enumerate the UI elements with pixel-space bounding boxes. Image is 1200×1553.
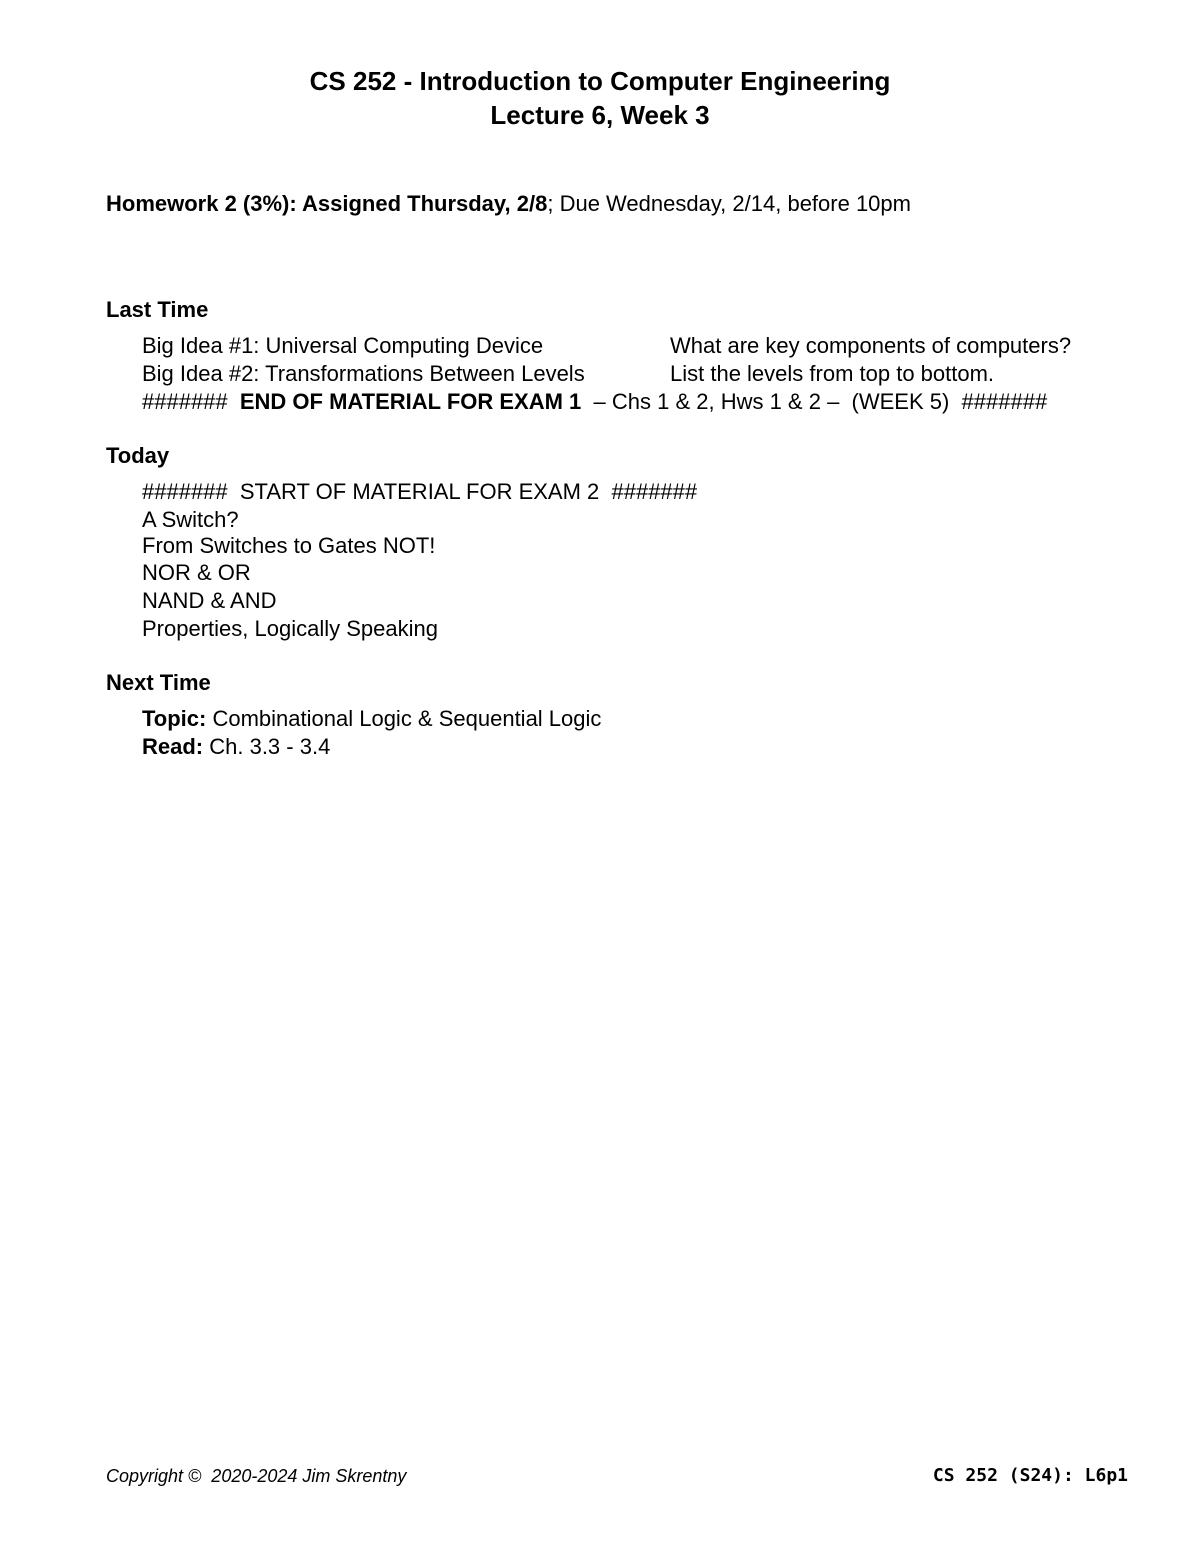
homework-rest: ; Due Wednesday, 2/14, before 10pm [547,191,911,216]
today-item: NOR & OR [142,560,251,585]
today-item: A Switch? [142,507,239,532]
exam1-end-line [142,388,1047,416]
document-subtitle: Lecture 6, Week 3 [490,100,710,130]
footer-page-id: CS 252 (S24): L6p1 [932,1465,1128,1486]
next-time-heading: Next Time [106,670,211,695]
last-time-heading: Last Time [106,297,209,322]
read-label: Read: [142,734,204,759]
today-item: Properties, Logically Speaking [142,616,438,641]
today-item: ####### START OF MATERIAL FOR EXAM 2 ####### [142,479,698,504]
footer-copyright: Copyright © 2020-2024 Jim Skrentny [106,1466,407,1486]
exam1-prefix: ####### [142,389,240,414]
topic-value: Combinational Logic & Sequential Logic [206,706,602,731]
last-time-row-1-right: What are key components of computers? [670,333,1072,358]
today-heading: Today [106,443,170,468]
read-value: Ch. 3.3 - 3.4 [203,734,331,759]
next-time-read [142,733,330,761]
homework-bold: Homework 2 (3%): Assigned Thursday, 2/8 [106,191,548,216]
document-title: CS 252 - Introduction to Computer Engineering [309,66,891,96]
today-item: NAND & AND [142,588,277,613]
last-time-row-1-left: Big Idea #1: Universal Computing Device [142,333,544,358]
next-time-topic [142,705,601,733]
today-item: From Switches to Gates NOT! [142,533,436,558]
homework-line [106,190,911,218]
exam1-suffix: – Chs 1 & 2, Hws 1 & 2 – (WEEK 5) ####### [581,389,1048,414]
last-time-row-2-right: List the levels from top to bottom. [670,361,995,386]
last-time-row-2-left: Big Idea #2: Transformations Between Levels [142,361,585,386]
topic-label: Topic: [142,706,207,731]
exam1-bold: END OF MATERIAL FOR EXAM 1 [239,389,582,414]
